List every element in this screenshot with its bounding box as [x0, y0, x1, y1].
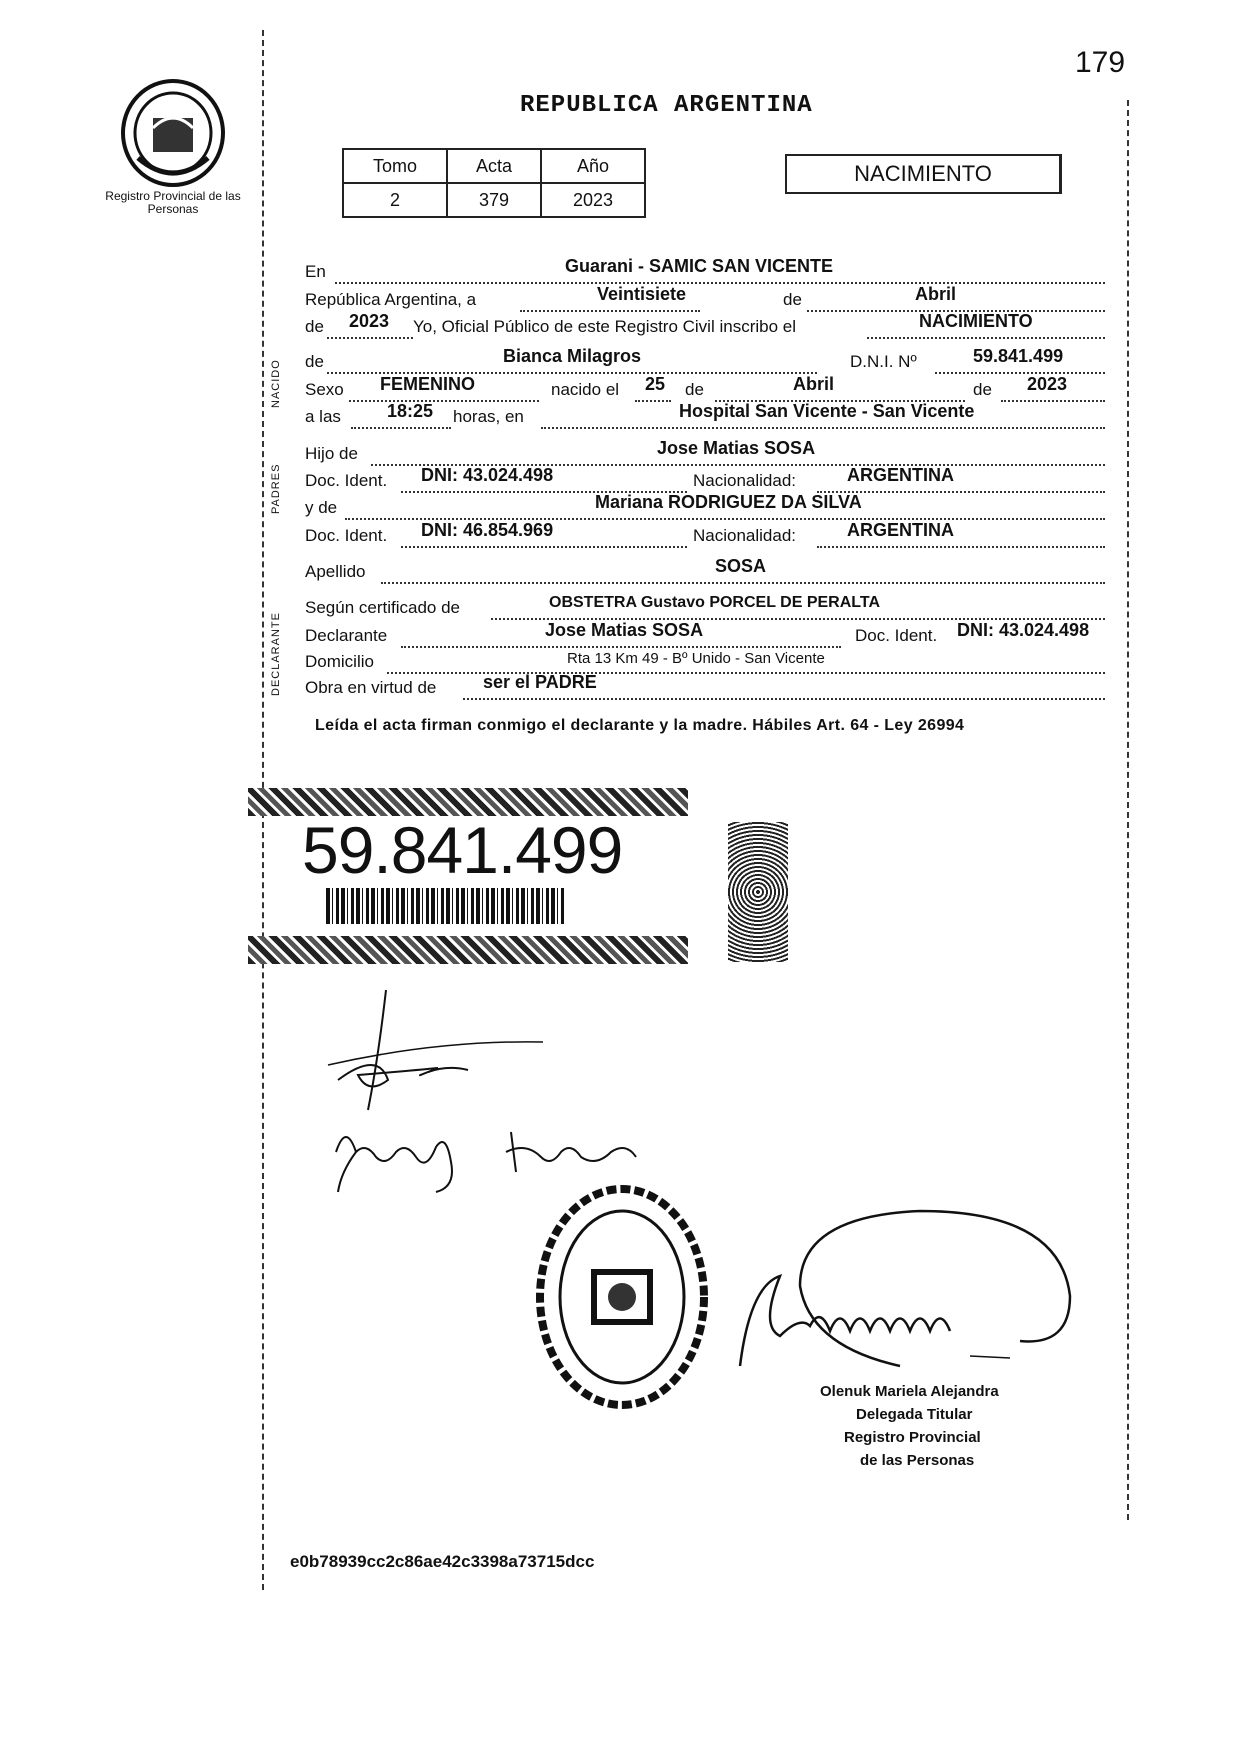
value-nac-anio: 2023: [1027, 374, 1068, 394]
row-obra: [305, 674, 1107, 700]
value-madre: Mariana RODRIGUEZ DA SILVA: [595, 492, 862, 512]
registry-label: Registro Provincial de las Personas: [105, 189, 241, 216]
value-madre-doc: DNI: 46.854.969: [421, 520, 554, 540]
value-madre-nac: ARGENTINA: [847, 520, 954, 540]
label-nac-de: de: [685, 380, 704, 399]
tomo-value: 2: [343, 183, 447, 217]
official-role-1: Delegada Titular: [856, 1406, 973, 1423]
official-role-2: Registro Provincial: [844, 1429, 981, 1446]
value-lugar: Hospital San Vicente - San Vicente: [679, 401, 975, 421]
official-name: Olenuk Mariela Alejandra: [820, 1383, 999, 1400]
row-en: [305, 258, 1107, 284]
label-horas-en: horas, en: [453, 407, 524, 426]
row-padre: [305, 440, 1107, 466]
label-nac-padre: Nacionalidad:: [693, 471, 797, 490]
label-nac-madre: Nacionalidad:: [693, 526, 797, 545]
official-role-3: de las Personas: [860, 1452, 975, 1469]
label-nacido-el: nacido el: [551, 380, 620, 399]
value-en: Guarani - SAMIC SAN VICENTE: [565, 256, 834, 276]
anio-header: Año: [541, 149, 645, 183]
label-doc-padre: Doc. Ident.: [305, 471, 388, 490]
label-nombre: de: [305, 352, 324, 371]
value-domicilio: Rta 13 Km 49 - Bº Unido - San Vicente: [567, 650, 825, 667]
row-madre-doc: [305, 522, 1107, 548]
row-padre-doc: [305, 467, 1107, 493]
official-signature: [720, 1196, 1120, 1386]
security-hologram: [728, 822, 788, 962]
section-label-nacido: NACIDO: [270, 359, 282, 408]
row-sexo: [305, 376, 1107, 402]
value-padre-doc: DNI: 43.024.498: [421, 465, 554, 485]
value-nac-mes: Abril: [793, 374, 835, 394]
label-y-de: y de: [305, 498, 338, 517]
value-hora: 18:25: [387, 401, 434, 421]
value-dni: 59.841.499: [973, 346, 1064, 366]
label-apellido: Apellido: [305, 562, 366, 581]
value-mes: Abril: [915, 284, 957, 304]
label-en: En: [305, 262, 326, 281]
row-anio-inscribo: [305, 313, 1107, 339]
hospital-stamp: [532, 1182, 712, 1412]
page-number: 179: [1075, 46, 1126, 79]
document-title: REPUBLICA ARGENTINA: [520, 92, 813, 119]
row-republica: [305, 286, 1107, 312]
value-declarante: Jose Matias SOSA: [545, 620, 704, 640]
acta-value: 379: [447, 183, 541, 217]
father-signature: [318, 980, 558, 1120]
row-madre: [305, 494, 1107, 520]
label-yo: Yo, Oficial Público de este Registro Civil inscribo el: [413, 317, 796, 336]
label-hijo-de: Hijo de: [305, 444, 358, 463]
value-nombre: Bianca Milagros: [503, 346, 642, 366]
barcode: [326, 888, 564, 924]
label-obra: Obra en virtud de: [305, 678, 437, 697]
value-dia: Veintisiete: [597, 284, 687, 304]
row-declarante: [305, 622, 1107, 648]
legal-text: Leída el acta firman conmigo el declarante y la madre. Hábiles Art. 64 - Ley 26994: [315, 717, 965, 734]
label-certificado: Según certificado de: [305, 598, 460, 617]
value-padre: Jose Matias SOSA: [657, 438, 816, 458]
section-label-padres: PADRES: [270, 463, 282, 514]
value-obra: ser el PADRE: [483, 672, 597, 692]
id-number: 59.841.499: [302, 813, 623, 887]
acta-header: Acta: [447, 149, 541, 183]
row-apellido: [305, 558, 1107, 584]
anio-value: 2023: [541, 183, 645, 217]
label-a-las: a las: [305, 407, 341, 426]
value-apellido: SOSA: [715, 556, 767, 576]
tomo-header: Tomo: [343, 149, 447, 183]
sticker-band-bottom: [248, 936, 688, 964]
section-label-declarante: DECLARANTE: [270, 612, 282, 696]
record-table: [342, 148, 646, 218]
value-decl-doc: DNI: 43.024.498: [957, 620, 1090, 640]
label-de2: de: [305, 317, 324, 336]
value-inscribo: NACIMIENTO: [919, 311, 1033, 331]
label-nac-de2: de: [973, 380, 992, 399]
label-dni: D.N.I. Nº: [850, 352, 917, 371]
label-domicilio: Domicilio: [305, 652, 374, 671]
value-certificado: OBSTETRA Gustavo PORCEL DE PERALTA: [549, 594, 880, 611]
value-sexo: FEMENINO: [380, 374, 476, 394]
document-hash: e0b78939cc2c86ae42c3398a73715dcc: [290, 1552, 595, 1571]
official-signature-block: [820, 1380, 999, 1472]
value-anio: 2023: [349, 311, 390, 331]
row-certificado: [305, 594, 1107, 620]
label-decl-doc: Doc. Ident.: [855, 626, 938, 645]
right-margin-line: [1127, 100, 1129, 1520]
label-republica: República Argentina, a: [305, 290, 477, 309]
label-sexo: Sexo: [305, 380, 344, 399]
label-declarante: Declarante: [305, 626, 388, 645]
row-domicilio: [305, 648, 1107, 674]
provincial-seal-logo: [118, 78, 228, 188]
label-de: de: [783, 290, 802, 309]
record-type-box: NACIMIENTO: [785, 154, 1062, 194]
row-hora: [305, 403, 1107, 429]
label-doc-madre: Doc. Ident.: [305, 526, 388, 545]
row-nombre: [305, 348, 1107, 374]
value-padre-nac: ARGENTINA: [847, 465, 954, 485]
value-nac-dia: 25: [645, 374, 666, 394]
